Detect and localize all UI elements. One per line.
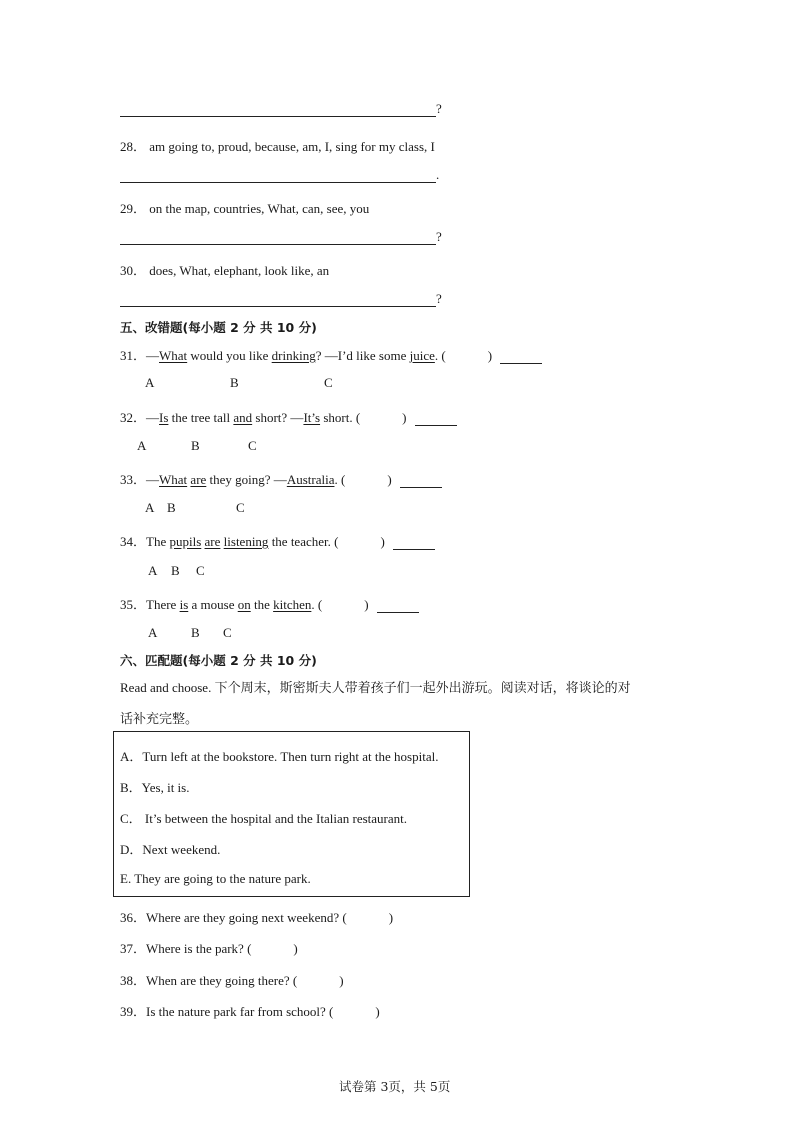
text: the teacher. ( [268,534,339,549]
text: — [146,410,160,425]
question-35 [120,594,419,613]
text: the [250,597,274,612]
text: There [146,597,180,612]
question-number: 31． [120,348,147,363]
underlined-c: Australia [286,472,335,487]
question-37 [120,938,298,957]
text: . ( [334,472,346,487]
answer-line-29[interactable] [120,229,442,245]
question-number: 37． [120,941,147,956]
question-30 [120,260,329,279]
option-a: A．Turn left at the bookstore. Then turn right at the hospital. [120,749,439,764]
question-number: 29． [120,201,147,216]
options-box [113,731,470,897]
letter-b: B [230,375,239,390]
question-39 [120,1001,380,1020]
text: ) [364,597,369,612]
letter-a: A [145,500,155,515]
text: . ( [311,597,323,612]
underlined-c: kitchen [273,597,312,612]
underlined-a: Is [159,410,169,425]
correction-blank[interactable] [415,413,457,426]
question-33 [120,469,442,488]
question-number: 34． [120,534,147,549]
text: the tree tall [168,410,234,425]
question-34 [120,531,435,550]
text: ) [387,472,392,487]
answer-line-30[interactable] [120,291,442,307]
text: a mouse [188,597,238,612]
section-title-5: 五、改错题(每小题 2 分 共 10 分) [120,320,317,335]
text: ) [388,910,394,925]
end-mark: ? [436,101,442,116]
underlined-a: pupils [169,534,202,549]
question-number: 33． [120,472,147,487]
page-footer: 试卷第 3页，共 5页 [339,1079,451,1094]
underlined-b: on [237,597,251,612]
underlined-b: and [233,410,253,425]
question-number: 38． [120,973,147,988]
underlined-c: juice [409,348,435,363]
letter-a: A [148,625,158,640]
question-number: 30． [120,263,147,278]
text: ) [380,534,385,549]
letter-c: C [236,500,245,515]
text: ) [375,1004,380,1019]
end-mark: ? [436,229,442,244]
underlined-a: What [159,472,188,487]
instruction-line-1: Read and choose. 下个周末，斯密斯夫人带着孩子们一起外出游玩。阅读对话，将谈论的对 [120,680,631,695]
blank-line[interactable] [120,170,436,183]
question-number: 32． [120,410,147,425]
question-29 [120,198,369,217]
answer-line-28[interactable] [120,167,439,183]
correction-blank[interactable] [393,537,435,550]
text: short? — [252,410,304,425]
correction-blank[interactable] [500,351,542,364]
question-text: Where is the park? ( [146,941,252,956]
correction-blank[interactable] [377,600,419,613]
text: — [146,472,160,487]
letter-c: C [324,375,333,390]
word-list: does, What, elephant, look like, an [149,263,330,278]
end-mark: . [436,167,440,182]
question-number: 28． [120,139,147,154]
text: — [146,348,160,363]
text: would you like [187,348,272,363]
letter-b: B [171,563,180,578]
underlined-c: It’s [303,410,321,425]
option-e: E. They are going to the nature park. [120,871,311,886]
section-title-6: 六、匹配题(每小题 2 分 共 10 分) [120,653,317,668]
blank-line[interactable] [120,294,436,307]
letter-b: B [191,438,200,453]
letter-b: B [167,500,176,515]
question-36 [120,907,393,926]
word-list: on the map, countries, What, can, see, you [149,201,370,216]
letter-b: B [191,625,200,640]
text: short. ( [320,410,361,425]
underlined-c: listening [223,534,269,549]
underlined-a: What [159,348,188,363]
question-text: Where are they going next weekend? ( [146,910,347,925]
underlined-b: drinking [271,348,316,363]
question-number: 36． [120,910,147,925]
question-32 [120,407,457,426]
text: ) [339,973,344,988]
blank-line[interactable] [120,104,436,117]
option-b: B．Yes, it is. [120,780,190,795]
question-31 [120,345,542,364]
word-list: am going to, proud, because, am, I, sing for my class, I [149,139,435,154]
question-number: 35． [120,597,147,612]
letter-a: A [148,563,158,578]
end-mark: ? [436,291,442,306]
text: The [146,534,170,549]
text: . ( [434,348,446,363]
answer-line-27[interactable] [120,101,442,117]
letter-c: C [248,438,257,453]
underlined-a: is [179,597,189,612]
instruction-line-2: 话补充完整。 [120,711,199,726]
letter-a: A [145,375,155,390]
text: ) [402,410,407,425]
letter-c: C [223,625,232,640]
question-38 [120,970,344,989]
letter-a: A [137,438,147,453]
option-c: C． It’s between the hospital and the Italian restaurant. [120,811,407,826]
text: ) [487,348,493,363]
question-28 [120,136,435,155]
question-number: 39． [120,1004,147,1019]
question-text: When are they going there? ( [146,973,298,988]
text: ? —I’d like some [315,348,410,363]
blank-line[interactable] [120,232,436,245]
text: ) [293,941,298,956]
underlined-b: are [190,472,207,487]
question-text: Is the nature park far from school? ( [146,1004,334,1019]
letter-c: C [196,563,205,578]
text: they going? — [206,472,287,487]
underlined-b: are [204,534,221,549]
correction-blank[interactable] [400,475,442,488]
option-d: D．Next weekend. [120,842,221,857]
